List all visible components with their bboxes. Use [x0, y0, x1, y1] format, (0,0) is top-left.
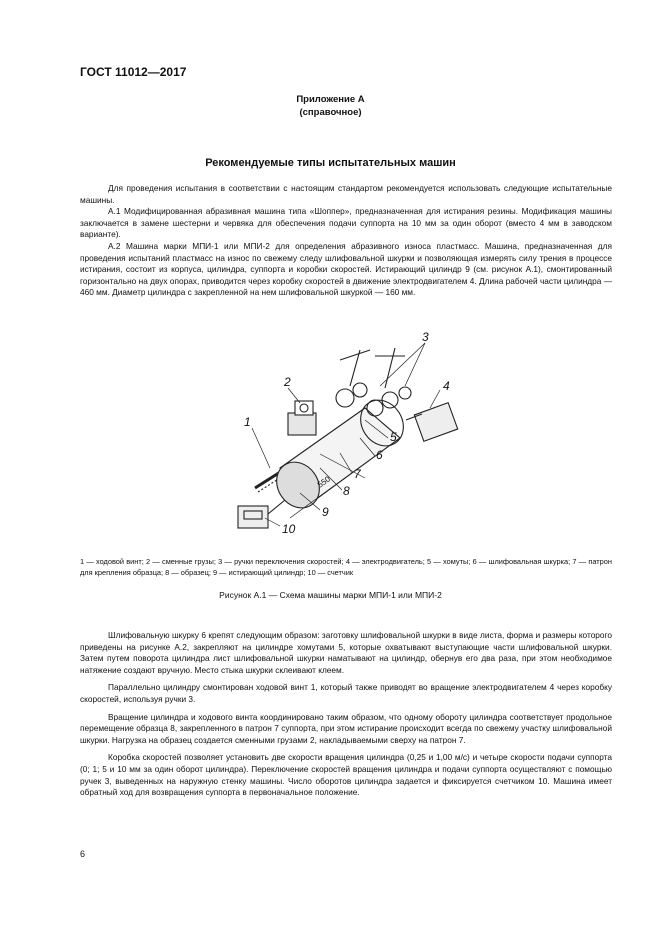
paragraph-lead-screw: Параллельно цилиндру смонтирован ходовой винт 1, который также приводят во вращение электродвигателем 4 через коробку скоростей, используя ручки 3. — [80, 682, 612, 704]
text-block-top — [80, 183, 612, 299]
figure-caption: Рисунок А.1 — Схема машины марки МПИ-1 или МПИ-2 — [219, 590, 442, 600]
label-6: 6 — [376, 448, 383, 462]
label-3: 3 — [422, 330, 429, 344]
appendix-subtitle: (справочное) — [299, 107, 362, 118]
label-8: 8 — [343, 484, 350, 498]
label-4: 4 — [443, 379, 450, 393]
label-10: 10 — [282, 522, 296, 536]
section-title: Рекомендуемые типы испытательных машин — [205, 157, 456, 169]
legend-text: 1 — ходовой винт; 2 — сменные грузы; 3 — ручки переключения скоростей; 4 — электродвигатель; 5 — хомуты; 6 — шлифовальная шкурка; 7 — патрон для крепления образца; 8 — образец; 9 — истирающий цилиндр; 10 — счетчик — [80, 557, 612, 577]
dimension-label: 550 — [315, 474, 332, 490]
label-9: 9 — [322, 505, 329, 519]
figure-legend — [80, 556, 612, 578]
paragraph-sandpaper: Шлифовальную шкурку 6 крепят следующим образом: заготовку шлифовальной шкурки в виде листа, форма и размеры которого приведены на рисунке А.2, закрепляют на цилиндре хомутами 5, которые охватывают выступающие части шлифовальной шкурки. Затем путем поворота цилиндра лист шлифовальной шкурки наматывают на цилиндр, обернув его два раза, при этом необходимое натяжение создают вручную. Место стыка шкурки склеивают клеем. — [80, 630, 612, 675]
paragraph-gearbox: Коробка скоростей позволяет установить две скорости вращения цилиндра (0,25 и 1,00 м/с) и четыре скорости подачи суппорта (0; 1; 5 и 10 мм за один оборот цилиндра). Переключение скоростей вращения цилиндра и подачи суппорта осуществляют с помощью ручек 3, выведенных на наружную стенку машины. Число оборотов цилиндра задается и фиксируется счетчиком 10. Машина имеет обратный ход для возвращения суппорта в первоначальное положение. — [80, 752, 612, 798]
standard-header: ГОСТ 11012—2017 — [80, 65, 187, 79]
page-number: 6 — [80, 849, 86, 859]
text-block-bottom — [80, 630, 612, 799]
label-5: 5 — [390, 430, 397, 444]
paragraph-coordination: Вращение цилиндра и ходового винта координировано таким образом, что одному обороту цилиндра соответствует продольное перемещение образца 8, закрепленного в патрон 7 суппорта, при этом истирание происходит всегда по свежему участку шлифовальной шкурки. Нагрузка на образец создается сменными грузами 2, накладываемыми сверху на патрон 7. — [80, 711, 612, 745]
appendix-heading — [0, 93, 661, 119]
label-7: 7 — [354, 467, 361, 481]
paragraph-intro: Для проведения испытания в соответствии с настоящим стандартом рекомендуется использовать следующие испытательные машины. — [80, 183, 612, 205]
label-2: 2 — [284, 375, 291, 389]
paragraph-a1: А.1 Модифицированная абразивная машина типа «Шоппер», предназначенная для истирания резины. Модификация машины заключается в замене шестерни и червяка для обеспечения подачи суппорта на 10 мм за один оборот (вместо 4 мм в заводском варианте). — [80, 206, 612, 240]
appendix-title: Приложение А — [296, 94, 365, 105]
label-1: 1 — [244, 415, 251, 429]
paragraph-a2: А.2 Машина марки МПИ-1 или МПИ-2 для определения абразивного износа пластмасс. Машина, предназначенная для проведения испытаний пластмасс на износ по свежему следу шлифовальной шкурки и позволяющая измерять силу трения в процессе истирания, состоит из корпуса, цилиндра, суппорта и коробки скоростей. Истирающий цилиндр 9 (см. рисунок А.1), смонтированный горизонтально на двух опорах, приводится через коробку скоростей в движение электродвигателем 4. Длина рабочей части цилиндра — 460 мм. Диаметр цилиндра с закрепленной на нем шлифовальной шкуркой — 160 мм. — [80, 240, 612, 298]
machine-diagram — [200, 328, 490, 543]
